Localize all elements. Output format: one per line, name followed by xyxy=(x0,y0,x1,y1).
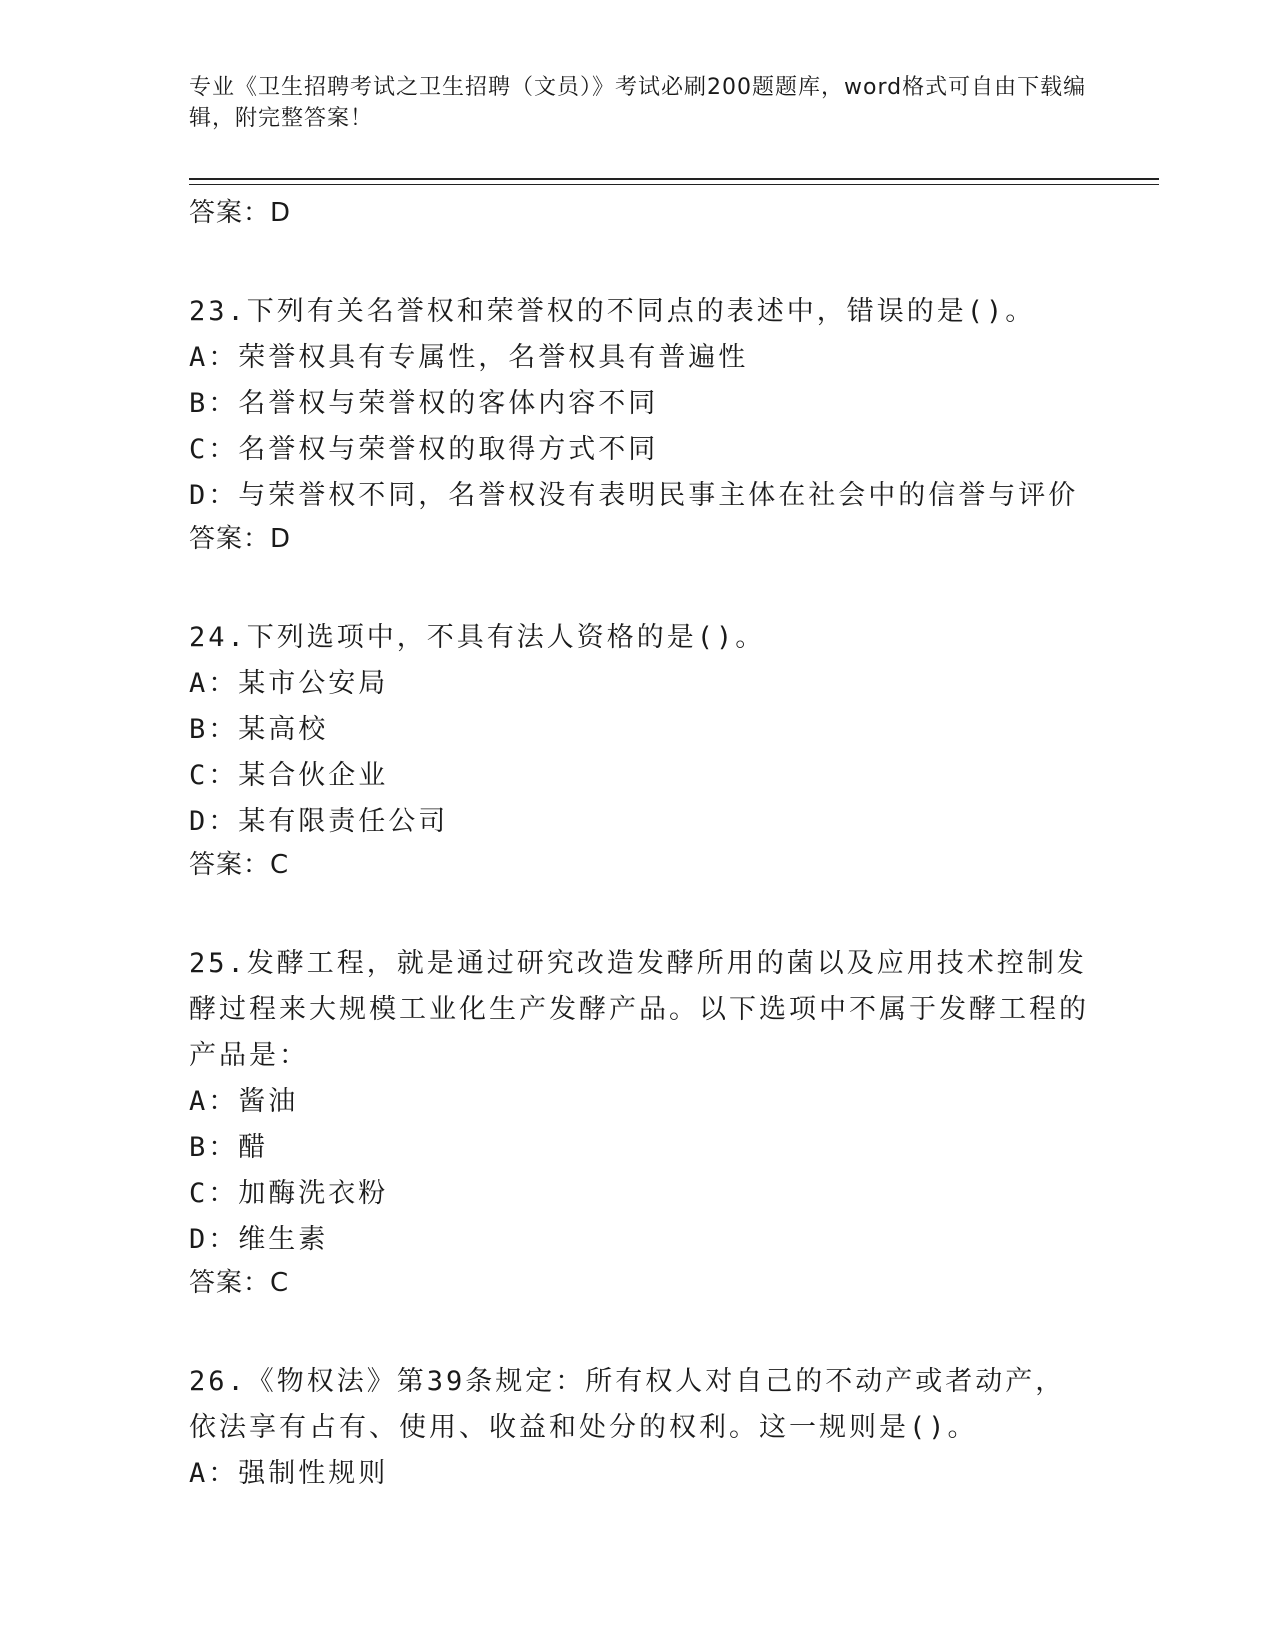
option-d: D：与荣誉权不同，名誉权没有表明民事主体在社会中的信誉与评价 xyxy=(189,480,1079,511)
answer-line: 答案：C xyxy=(189,850,290,880)
header-divider-thin xyxy=(189,184,1159,185)
option-c: C：名誉权与荣誉权的取得方式不同 xyxy=(189,434,659,465)
answer-line: 答案：D xyxy=(189,198,292,228)
option-a: A：某市公安局 xyxy=(189,668,389,699)
answer-line: 答案：C xyxy=(189,1268,290,1298)
question-item xyxy=(189,941,1089,1303)
option-b: B：醋 xyxy=(189,1132,269,1163)
option-a: A：酱油 xyxy=(189,1086,299,1117)
header-divider xyxy=(189,178,1159,180)
option-c: C：某合伙企业 xyxy=(189,760,389,791)
question-item xyxy=(189,1359,1089,1497)
question-list xyxy=(189,190,1089,1497)
question-text: 26.《物权法》第39条规定：所有权人对自己的不动产或者动产，依法享有占有、使用、收益和处分的权利。这一规则是()。 xyxy=(189,1366,1066,1443)
question-item xyxy=(189,289,1089,559)
option-d: D：维生素 xyxy=(189,1224,329,1255)
option-a: A：荣誉权具有专属性，名誉权具有普遍性 xyxy=(189,342,749,373)
option-d: D：某有限责任公司 xyxy=(189,806,449,837)
option-b: B：名誉权与荣誉权的客体内容不同 xyxy=(189,388,659,419)
option-a: A：强制性规则 xyxy=(189,1458,389,1489)
option-c: C：加酶洗衣粉 xyxy=(189,1178,389,1209)
page-header: 专业《卫生招聘考试之卫生招聘（文员）》考试必刷200题题库，word格式可自由下载编辑，附完整答案！ xyxy=(189,75,1087,131)
question-text: 23.下列有关名誉权和荣誉权的不同点的表述中，错误的是()。 xyxy=(189,296,1036,327)
question-item xyxy=(189,615,1089,885)
question-text: 24.下列选项中，不具有法人资格的是()。 xyxy=(189,622,766,653)
option-b: B：某高校 xyxy=(189,714,329,745)
answer-line: 答案：D xyxy=(189,524,292,554)
question-text: 25.发酵工程，就是通过研究改造发酵所用的菌以及应用技术控制发酵过程来大规模工业化生产发酵产品。以下选项中不属于发酵工程的产品是： xyxy=(189,948,1089,1071)
